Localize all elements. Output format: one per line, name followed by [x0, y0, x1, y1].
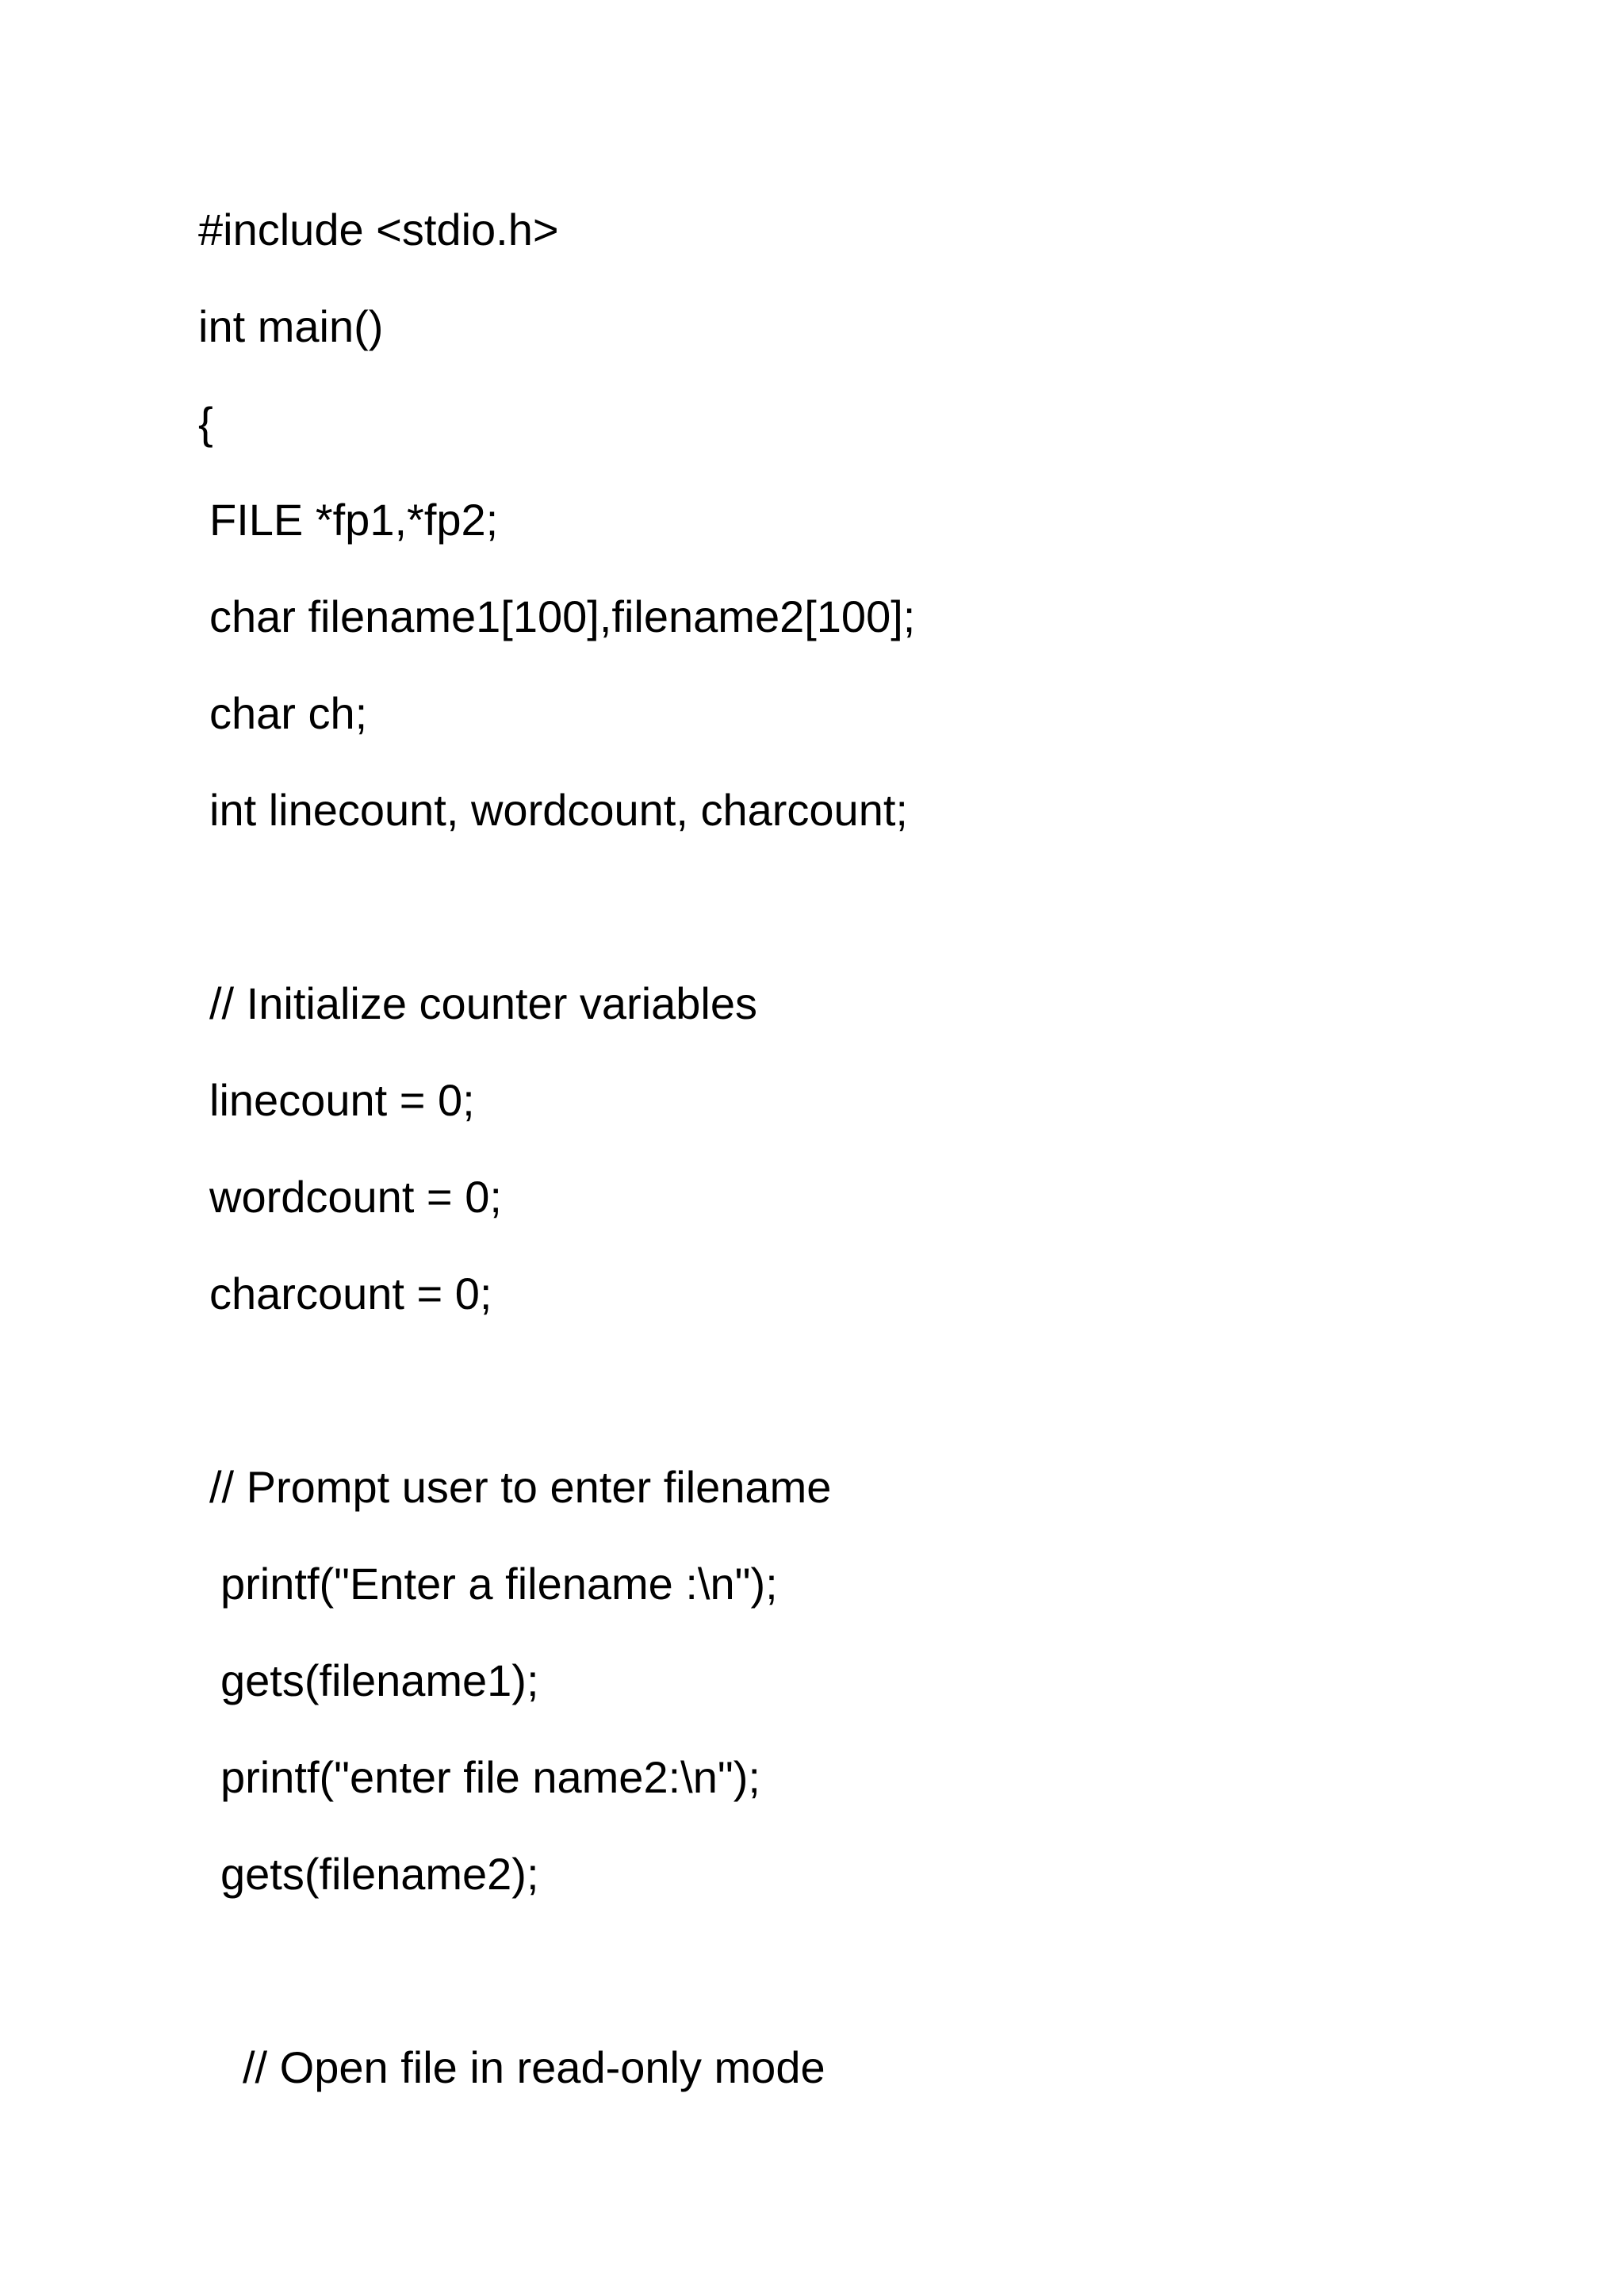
code-line-linecount-init: linecount = 0; [209, 1075, 475, 1125]
code-line-gets-filename1: gets(filename1); [220, 1655, 539, 1705]
code-line-char-decl: char ch; [209, 688, 368, 738]
code-line-open-brace: { [198, 398, 213, 448]
code-line-file-decl: FILE *fp1,*fp2; [209, 495, 499, 545]
code-line-printf-filename1: printf("Enter a filename :\n"); [220, 1559, 778, 1609]
code-line-counter-decl: int linecount, wordcount, charcount; [209, 785, 908, 835]
code-line-gets-filename2: gets(filename2); [220, 1849, 539, 1899]
code-comment-prompt: // Prompt user to enter filename [209, 1462, 832, 1512]
code-line-wordcount-init: wordcount = 0; [209, 1172, 502, 1222]
code-line-include: #include <stdio.h> [198, 205, 559, 254]
code-line-filename-decl: char filename1[100],filename2[100]; [209, 591, 916, 641]
code-comment-initialize: // Initialize counter variables [209, 978, 758, 1028]
code-line-main-signature: int main() [198, 301, 384, 351]
code-comment-open-file: // Open file in read-only mode [243, 2042, 825, 2092]
code-line-charcount-init: charcount = 0; [209, 1269, 492, 1318]
code-line-printf-filename2: printf("enter file name2:\n"); [220, 1752, 760, 1802]
